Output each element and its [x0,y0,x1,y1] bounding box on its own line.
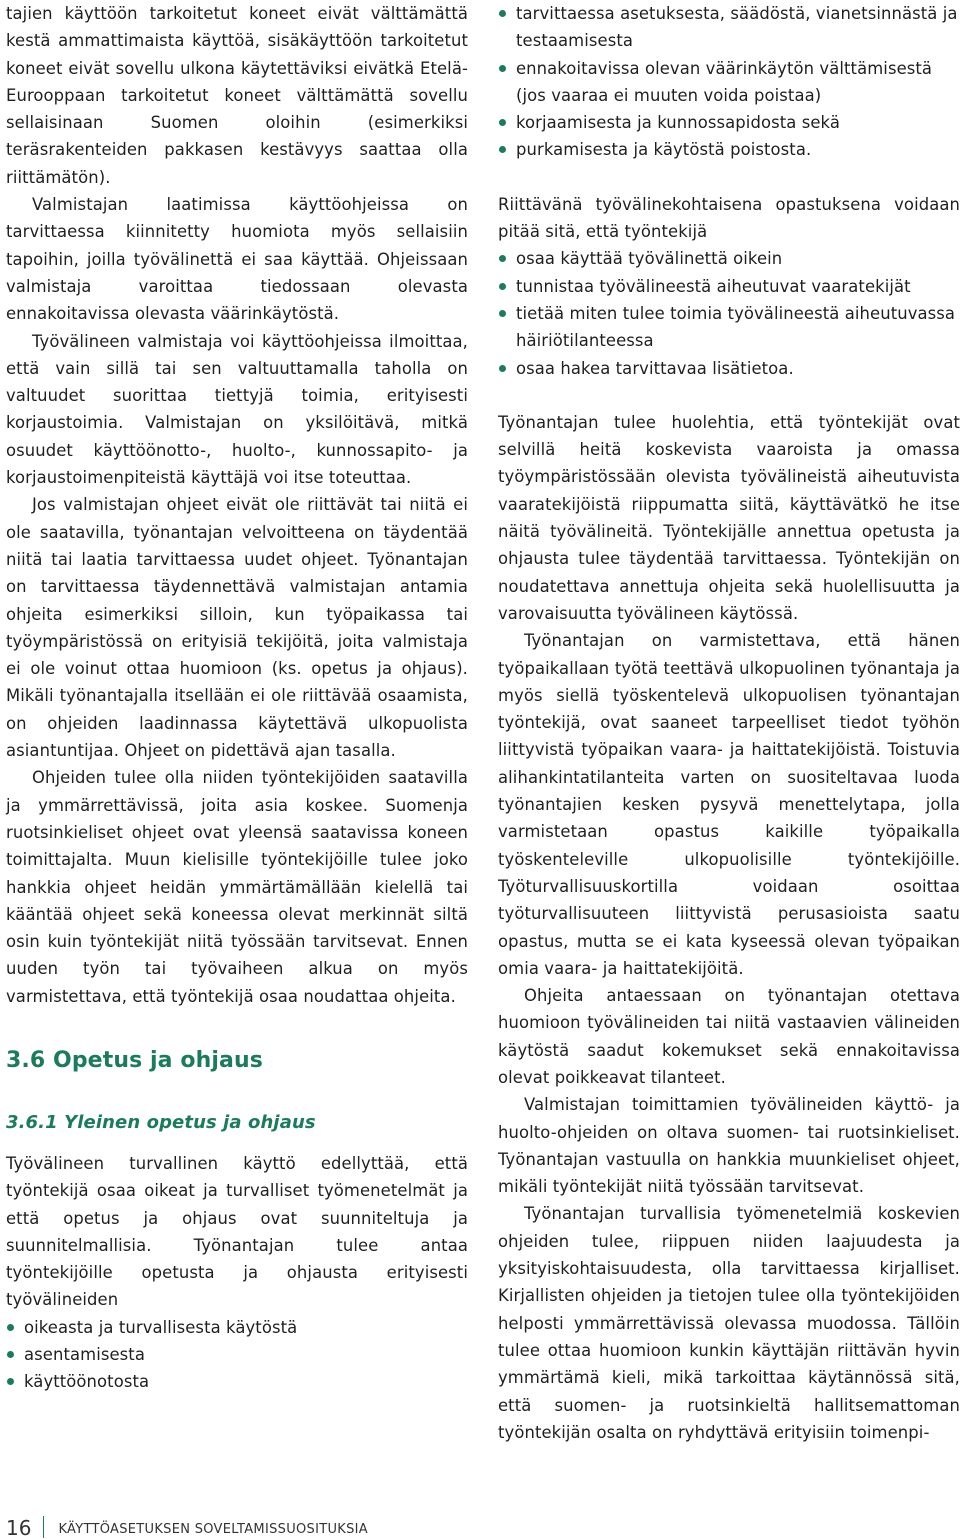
paragraph: Työnantajan on varmistettava, että hänen työpaikallaan työtä teettävä ulkopuolinen työnantaja ja myös siellä työskentelevä ulkopuolisen työnantajan työntekijä, ovat saaneet tarpeelliset tiedot työhön liittyvistä työpaikan vaara- ja haittatekijöistä. Toistuvia alihankintatilanteita varten on suositeltavaa luoda työnantajien kesken pysyvä menettelytapa, jolla varmistetaan opastus kaikille työpaikalla työskenteleville ulkopuolisille työntekijöille. Työturvallisuuskortilla voidaan osoittaa työturvallisuuteen liittyvistä perusasioista saatu opastus, mutta se ei kata kyseessä olevan työpaikan omia vaara- ja haittatekijöitä. [498,631,960,978]
list-item: tietää miten tulee toimia työvälineestä aiheutuvassa häiriötilanteessa [498,300,960,355]
paragraph: Työnantajan turvallisia työmenetelmiä koskevien ohjeiden tulee, riippuen niiden laajuudesta ja yksityiskohtaisuudesta, olla tarvittaessa kirjalliset. Kirjallisten ohjeiden ja tietojen tulee olla työntekijöiden helposti ymmärrettävissä olevassa muodossa. Tällöin tulee ottaa huomioon kunkin käyttäjän riittävän hyvin ymmärtämä kieli, mikä tarkoittaa käytännössä sitä, että suomen- ja ruotsinkieltä hallitsemattoman työntekijän osalta on ryhdyttävä erityisiin toimenpi- [498,1204,960,1442]
bullet-icon [499,310,506,317]
list-item: purkamisesta ja käytöstä poistosta. [498,136,960,163]
bullet-icon [499,365,506,372]
paragraph: Valmistajan laatimissa käyttöohjeissa on tarvittaessa kiinnitetty huomiota myös sellaisiin tapoihin, joilla työvälinettä ei saa käyttää. Ohjeissaan valmistaja varoittaa tiedossaan olevasta ennakoitavissa olevasta väärinkäytöstä. [6,195,468,324]
bullet-list [498,245,960,381]
list-item: osaa käyttää työvälinettä oikein [498,245,960,272]
paragraph: Ohjeiden tulee olla niiden työntekijöiden saatavilla ja ymmärrettävissä, joita asia koskee. Suomenja ruotsinkieliset ohjeet ovat yleensä saatavissa koneen toimittajalta. Muun kielisille työntekijöille tulee joko hankkia ohjeet heidän ymmärtämällään kielellä tai kääntää ohjeet sekä koneessa olevat merkinnät siltä osin kuin työntekijät niitä työssään tarvitsevat. Ennen uuden työn tai työvaiheen alkua on myös varmistettava, että työntekijä osaa noudattaa ohjeita. [6,768,468,1006]
bullet-icon [7,1378,14,1385]
paragraph: Ohjeita antaessaan on työnantajan otettava huomioon työvälineiden tai niitä vastaavien välineiden käytöstä saadut kokemukset sekä ennakoitavissa olevat poikkeavat tilanteet. [498,986,960,1087]
list-item: ennakoitavissa olevan väärinkäytön välttämisestä (jos vaaraa ei muuten voida poistaa) [498,55,960,110]
subsection-heading: 3.6.1 Yleinen opetus ja ohjaus [6,1111,316,1133]
right-column [498,0,960,1446]
bullet-icon [499,10,506,17]
list-item: käyttöönotosta [6,1368,468,1395]
page-footer [6,1518,368,1538]
list-item: tarvittaessa asetuksesta, säädöstä, vianetsinnästä ja testaamisesta [498,0,960,55]
bullet-icon [499,255,506,262]
paragraph: Jos valmistajan ohjeet eivät ole riittävät tai niitä ei ole saatavilla, työnantajan velvoitteena on täydentää niitä tai laatia tarvittaessa uudet ohjeet. Työnantajan on tarvittaessa täydennettävä valmistajan antamia ohjeita esimerkiksi silloin, kun työpaikassa tai työympäristössä on erityisiä tekijöitä, joita valmistaja ei ole voinut ottaa huomioon (ks. opetus ja ohjaus). Mikäli työnantajalla itsellään ei ole riittävää osaamista, on ohjeiden laadinnassa käytettävä ulkopuolista asiantuntijaa. Ohjeet on pidettävä ajan tasalla. [6,495,468,761]
paragraph: Työvälineen valmistaja voi käyttöohjeissa ilmoittaa, että vain sillä tai sen valtuuttamalla taholla on valtuudet suorittaa tiettyjä toimia, erityisesti korjaustoimia. Valmistajan on yksilöitävä, mitkä osuudet käyttöönotto-, huolto-, kunnossapito- ja korjaustoimenpiteistä käyttäjä voi itse toteuttaa. [6,331,468,488]
bullet-icon [7,1324,14,1331]
page-number: 16 [6,1516,32,1540]
bullet-icon [499,146,506,153]
list-item: asentamisesta [6,1341,468,1368]
paragraph: Riittävänä työvälinekohtaisena opastuksena voidaan pitää sitä, että työntekijä [498,194,960,242]
left-column [6,0,468,1396]
bullet-icon [499,65,506,72]
bullet-icon [499,283,506,290]
bullet-list [498,0,960,164]
paragraph: tajien käyttöön tarkoitetut koneet eivät välttämättä kestä ammattimaista käyttöä, sisäkäyttöön tarkoitetut koneet eivät sovellu ulkona käytettäviksi eivätkä Etelä-Eurooppaan tarkoitetut koneet välttämättä sovellu sellaisinaan Suomen oloihin (esimerkiksi teräsrakenteiden pakkasen kestävyys saattaa olla riittämätön). [6,4,468,187]
paragraph: Työvälineen turvallinen käyttö edellyttää, että työntekijä osaa oikeat ja turvalliset työmenetelmät ja että opetus ja ohjaus ovat suunniteltuja ja suunnitelmallisia. Työnantajan tulee antaa työntekijöille opetusta ja ohjausta erityisesti työvälineiden [6,1153,468,1310]
running-title: KÄYTTÖASETUKSEN SOVELTAMISSUOSITUKSIA [58,1522,368,1537]
bullet-icon [499,119,506,126]
paragraph: Valmistajan toimittamien työvälineiden käyttö- ja huolto-ohjeiden on oltava suomen- tai ruotsinkieliset. Työnantajan vastuulla on hankkia muunkieliset ohjeet, mikäli työntekijät niitä työssään tarvitsevat. [498,1095,960,1197]
list-item: oikeasta ja turvallisesta käytöstä [6,1314,468,1341]
paragraph: Työnantajan tulee huolehtia, että työntekijät ovat selvillä heitä koskevista vaaroista ja omassa työympäristössään olevista työvälineistä aiheutuvista vaaratekijöistä riippumatta siitä, käyttävätkö he itse näitä työvälineitä. Työntekijälle annettua opetusta ja ohjausta tulee täydentää tarvittaessa. Työntekijän on noudatettava annettuja ohjeita sekä huolellisuutta ja varovaisuutta työvälineen käytössä. [498,412,960,623]
footer-divider [43,1516,44,1538]
list-item: korjaamisesta ja kunnossapidosta sekä [498,109,960,136]
section-heading: 3.6 Opetus ja ohjaus [6,1047,263,1073]
bullet-list [6,1314,468,1396]
bullet-icon [7,1351,14,1358]
list-item: tunnistaa työvälineestä aiheutuvat vaaratekijät [498,273,960,300]
list-item: osaa hakea tarvittavaa lisätietoa. [498,355,960,382]
